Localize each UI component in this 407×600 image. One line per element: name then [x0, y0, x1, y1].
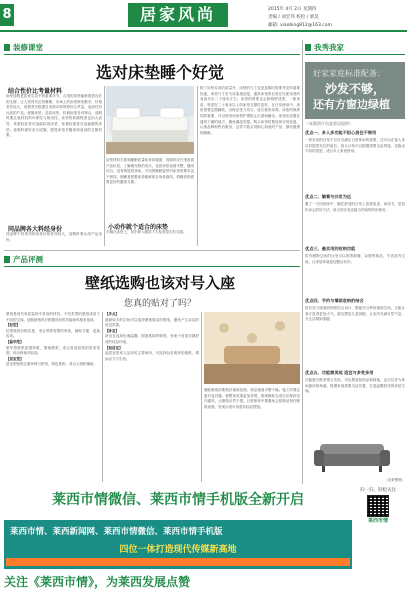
sidebar-divider — [302, 40, 303, 484]
section-divider — [4, 250, 300, 251]
ad-band — [4, 520, 352, 569]
sidebar-item: 优点三、最实用的收纳功能 — [305, 246, 356, 251]
page-number: 8 — [0, 4, 14, 26]
ad-slogan: 关注《莱西市情》，为莱西发展点赞 — [4, 575, 191, 589]
ad-band-strip — [6, 558, 350, 566]
article-body: 功能窗台既美观又实用，可以摆放装饰品和绿植，也可以作为休闲阅读的角落。根据家庭需要灵活布置，打造温馨舒适的家居空间。 — [305, 378, 405, 394]
section-label-review: 产品评测 — [4, 254, 43, 265]
article-subtitle: 【轻型】 — [6, 323, 20, 328]
wallpaper-photo — [204, 312, 300, 384]
article-headline: 壁纸选购也该对号入座 — [84, 274, 235, 292]
article-body: 壁纸是现代家居装饰中常用的材料，不同类型的壁纸适用于不同的空间。选购壁纸时应根据房间的功能和风格来选择。 【轻型】 轻型壁纸价格实惠，适合预算有限的家庭，铺贴方便，更换容易。 【豪华型】 豪华型壁纸质感厚重，图案精美，适合营造高档的居家氛围，但价格相对较高。 【居室型】 居室型壁纸注重环保与舒适，颜色柔和，适合大面积铺贴。 — [6, 312, 100, 367]
article-body: 除了床垫本身的质量外，床垫的尺寸也是选购时需要考虑的重要因素。床垫尺寸应与床架相匹配，通常床垫的长度应比使用者的身高多出二十厘米左右。床垫的厚度也会影响舒适度，一般来说，厚度在二十厘米以上的床垫支撑性更好。在日常使用中，床垫需要定期翻转，以保证受力均匀，延长使用寿命。床垫的保养同样重要，可以使用床垫保护罩防止污渍和螨虫。床垫应放置在通风干燥的地方，避免潮湿发霉。购买床垫时要选择正规渠道，认准品牌和售后服务，这样才能买到称心如意的产品，拥有健康的睡眠。 — [200, 86, 300, 135]
sidebar-item: 优点一、多人多功能不担心居住不够用 — [305, 130, 377, 135]
article-subtitle: 结合性价比考量材料 — [8, 88, 63, 95]
qr-code-block — [354, 487, 402, 524]
issue-date: 2015年 4月 2日 星期四 — [268, 7, 317, 12]
ad-banner — [0, 487, 407, 600]
qr-code-icon — [367, 495, 389, 517]
sidebar-item: 优点二、躺着与沙发为伍 — [305, 194, 352, 199]
column-divider — [102, 312, 103, 482]
feature-line: 沙发不够， — [325, 82, 386, 96]
footer-credit: （宋家整理） — [384, 478, 405, 482]
mattress-photo — [106, 86, 194, 154]
contact-email: 邮箱: xiaobing812@163.com — [268, 23, 332, 28]
article-body: 同品牌不同系列的床垫价格差异较大，选购时要认清产品身份。 — [6, 232, 102, 242]
article-subtitle: 【豪华型】 — [6, 339, 24, 344]
editor-credit: 责编 / 刘宏伟 校检 / 栗昊 — [268, 15, 319, 20]
feature-line: 还有方窗边绿植 — [313, 98, 390, 111]
article-subtitle: 同品牌各大料经身份 — [8, 226, 63, 233]
ad-band-tagline: 四位一体打造现代传媒新高地 — [119, 545, 237, 555]
article-subtitle: 【卧室】 — [105, 328, 119, 333]
column-divider — [197, 86, 198, 246]
column-divider — [201, 312, 202, 482]
section-label-showcase: 我秀我家 — [305, 42, 344, 53]
section-rule — [305, 54, 405, 55]
section-title: 居家风尚 — [128, 3, 228, 27]
article-body: 平躺在床垫上，用手伸入腰部下方检查是否有空隙。 — [106, 230, 187, 234]
sidebar-item: 优点五、功能窗美观 适宜与多变多用 — [305, 370, 374, 375]
column-divider — [104, 86, 105, 246]
page-header — [0, 0, 407, 32]
sidebar-feature-box — [305, 62, 405, 119]
ad-title: 莱西市情微信、莱西市情手机版全新开启 — [52, 492, 304, 508]
feature-line: 好家家庭标准配备： — [313, 69, 385, 78]
article-body: 床垫材料关系到睡眠质量和身体健康，选购时应仔细查看产品标签，了解填充物的成分。优质床垫表面平整，缝线均匀，没有明显的异味。不同的睡眠姿势对床垫的要求也不相同，侧睡者需要床垫能够贴合身体曲线，仰睡者则需要更好的腰部支撑。 — [106, 158, 194, 185]
header-meta — [268, 6, 405, 30]
article-subtitle: 【居室型】 — [6, 356, 24, 361]
article-body: 【多点】 墙面较多的空间可以选择图案简洁的壁纸，避免产生杂乱的视觉效果。 【卧室】 卧室宜选择色调温馨、图案柔和的壁纸，有助于营造安静舒适的休息环境。 【起居室】 起居室是家人活动的主要场所，可选择色彩明快的壁纸，增添活力与生机。 — [105, 312, 199, 361]
article-body: 床垫选购是居家生活中的重要环节，合适的床垫能够提供良好的支撑，让人获得充足的睡眠。市场上的床垫种类繁多，价格差异较大，消费者应根据自身需求和预算综合考量，选择性价比高的产品。弹簧床垫、乳胶床垫、棕榈床垫各有特点，选购时要注意材料的环保性与耐用性。床垫的软硬程度也因人而异，体重较轻者可选偏软的床垫，体重较重者宜选偏硬的床垫。选购时最好亲自试躺，感受床垫对腰部和肩部的支撑效果。 — [6, 94, 102, 138]
article-body: 一套实用的沙发不仅可以满足日常休闲的需要，还可以在客人来访时提供充足的座位。组合沙发可以根据需要自由拼接，变换出不同的造型，适合多人家庭使用。 — [305, 138, 405, 154]
article-subtitle: 【起居室】 — [105, 345, 123, 350]
article-headline: 选对床垫睡个好觉 — [95, 63, 224, 82]
article-subtitle: 小动作就个适合的床垫 — [108, 224, 169, 231]
article-subtitle: 【多点】 — [105, 312, 119, 316]
section-rule — [4, 266, 300, 267]
ad-band-row: 莱西市情、莱西新闻网、莱西市情微信、莱西市情手机版 — [10, 527, 223, 537]
section-rule — [4, 54, 300, 55]
article-subheadline: 您真的贴对了吗？ — [123, 299, 196, 309]
photo-caption: （本版图片由某家居提供） — [305, 121, 353, 126]
article-body: 带有储物空间的沙发可以收纳被褥、杂物等物品，节省室内空间，让家居环境更加整洁有序。 — [305, 254, 405, 264]
section-label-decor: 装修课堂 — [4, 42, 43, 53]
sofa-icon — [312, 436, 392, 476]
article-body: 铺贴壁纸前要做好墙面处理，保证墙面平整干燥。施工时要注意对花对缝，使整体效果更加美观。壁纸铺贴完成后应保持室内通风，让壁纸自然干透。日常保养中要避免尖锐物品划伤壁纸表面，发现污渍可用湿布轻轻擦拭。 — [204, 388, 300, 409]
article-body: 将沙发与墙面收纳柜结合设计，既能充分利用墙面空间，又能让客厅显得更加大气。窗边摆放几盆绿植，让室内充满自然气息，为生活增添情趣。 — [305, 306, 405, 322]
article-body: 累了一天回到家中，躺在舒适的沙发上看看电视、读读书，是放松身心的好方法。宽大的沙发还能当作临时的床使用。 — [305, 202, 405, 212]
qr-label: 扫一扫，轻松关注 — [360, 488, 396, 493]
qr-caption: 莱西市情 — [367, 518, 388, 524]
sidebar-item: 优点四、节约与墙面收纳的结合 — [305, 298, 364, 303]
